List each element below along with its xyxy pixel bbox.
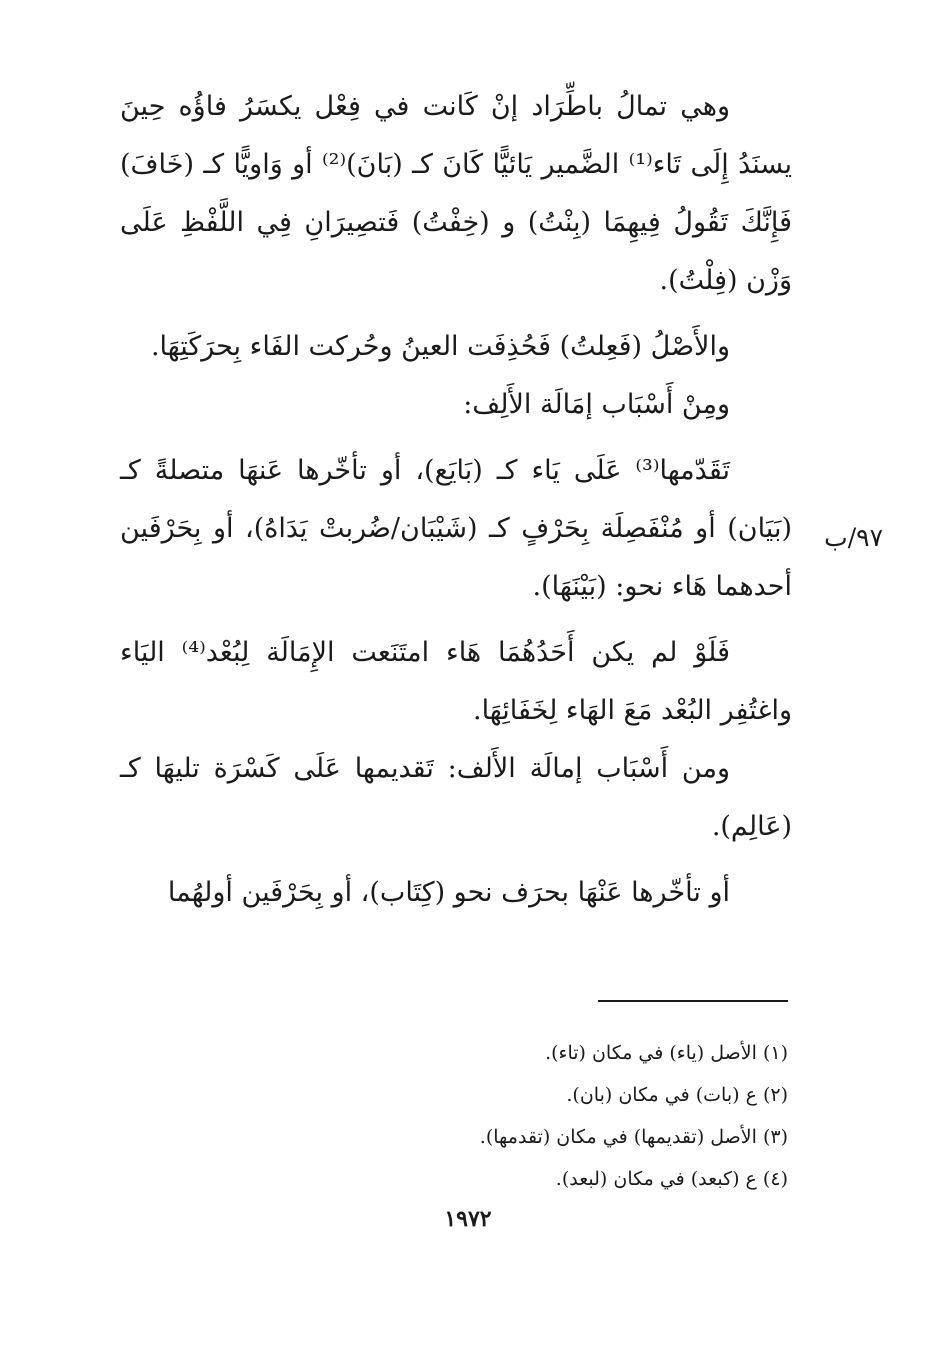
footnote-4: (٤) ع (كبعد) في مكان (لبعد). xyxy=(555,1168,788,1190)
footnote-2: (٢) ع (بات) في مكان (بان). xyxy=(566,1084,788,1106)
page-number: ١٩٧٢ xyxy=(444,1206,492,1232)
paragraph-6: ومن أَسْبَاب إمالَة الأَلف: تَقديمها عَلَى كَسْرَة تليهَا كـ (عَالِم). xyxy=(120,753,792,842)
paragraph-5: فَلَوْ لم يكن أَحَدُهُمَا هَاء امتَنَعت الإِمَالَة لِبُعْد⁽⁴⁾ اليَاء واغتُفِر البُعْد مَعَ الهَاء لِخَفَائِهَا. xyxy=(120,637,792,726)
footnote-1: (١) الأصل (ياء) في مكان (تاء). xyxy=(545,1042,788,1064)
paragraph-4: تَقَدّمها⁽³⁾ عَلَى يَاء كـ (بَايَع)، أو تأخّرها عَنهَا متصلةً كـ (بَيَان) أو مُنْفَصِلَة بِحَرْفٍ كـ (شَيْبَان/ضُربتْ يَدَاهُ)، أو بِحَرْفَين أحدهما هَاء نحو: (بَيْنَهَا). xyxy=(120,455,792,602)
footnote-divider xyxy=(598,1000,788,1002)
paragraph-1: وهي تمالُ باطِّرَاد إنْ كَانت في فِعْل يكسَرُ فاؤُه حِينَ يسنَدُ إِلَى تَاء⁽¹⁾ الضَّمير يَائيًّا كَانَ كـ (بَانَ)⁽²⁾ أو وَاويًّا كـ (خَافَ) فَإِنَّكَ تَقُولُ فِيهِمَا (بِنْتُ) و (خِفْتُ) فَتصِيرَانِ فِي اللَّفْظِ عَلَى وَزْن (فِلْتُ). xyxy=(120,91,792,296)
footnotes xyxy=(300,1032,788,1200)
paragraph-3: ومِنْ أَسْبَاب إمَالَة الأَلِف: xyxy=(463,389,730,420)
manuscript-folio-marker: ٩٧/ب xyxy=(824,523,883,552)
main-text xyxy=(120,78,792,922)
paragraph-7: أو تأخّرها عَنْهَا بحرَف نحو (كِتَاب)، أو بِحَرْفَين أولهُما xyxy=(167,877,730,908)
paragraph-2: والأَصْلُ (فَعِلتُ) فَحُذِفَت العينُ وحُركت الفَاء بِحرَكَتِهَا. xyxy=(150,331,730,362)
footnote-3: (٣) الأصل (تقديمها) في مكان (تقدمها). xyxy=(479,1126,788,1148)
